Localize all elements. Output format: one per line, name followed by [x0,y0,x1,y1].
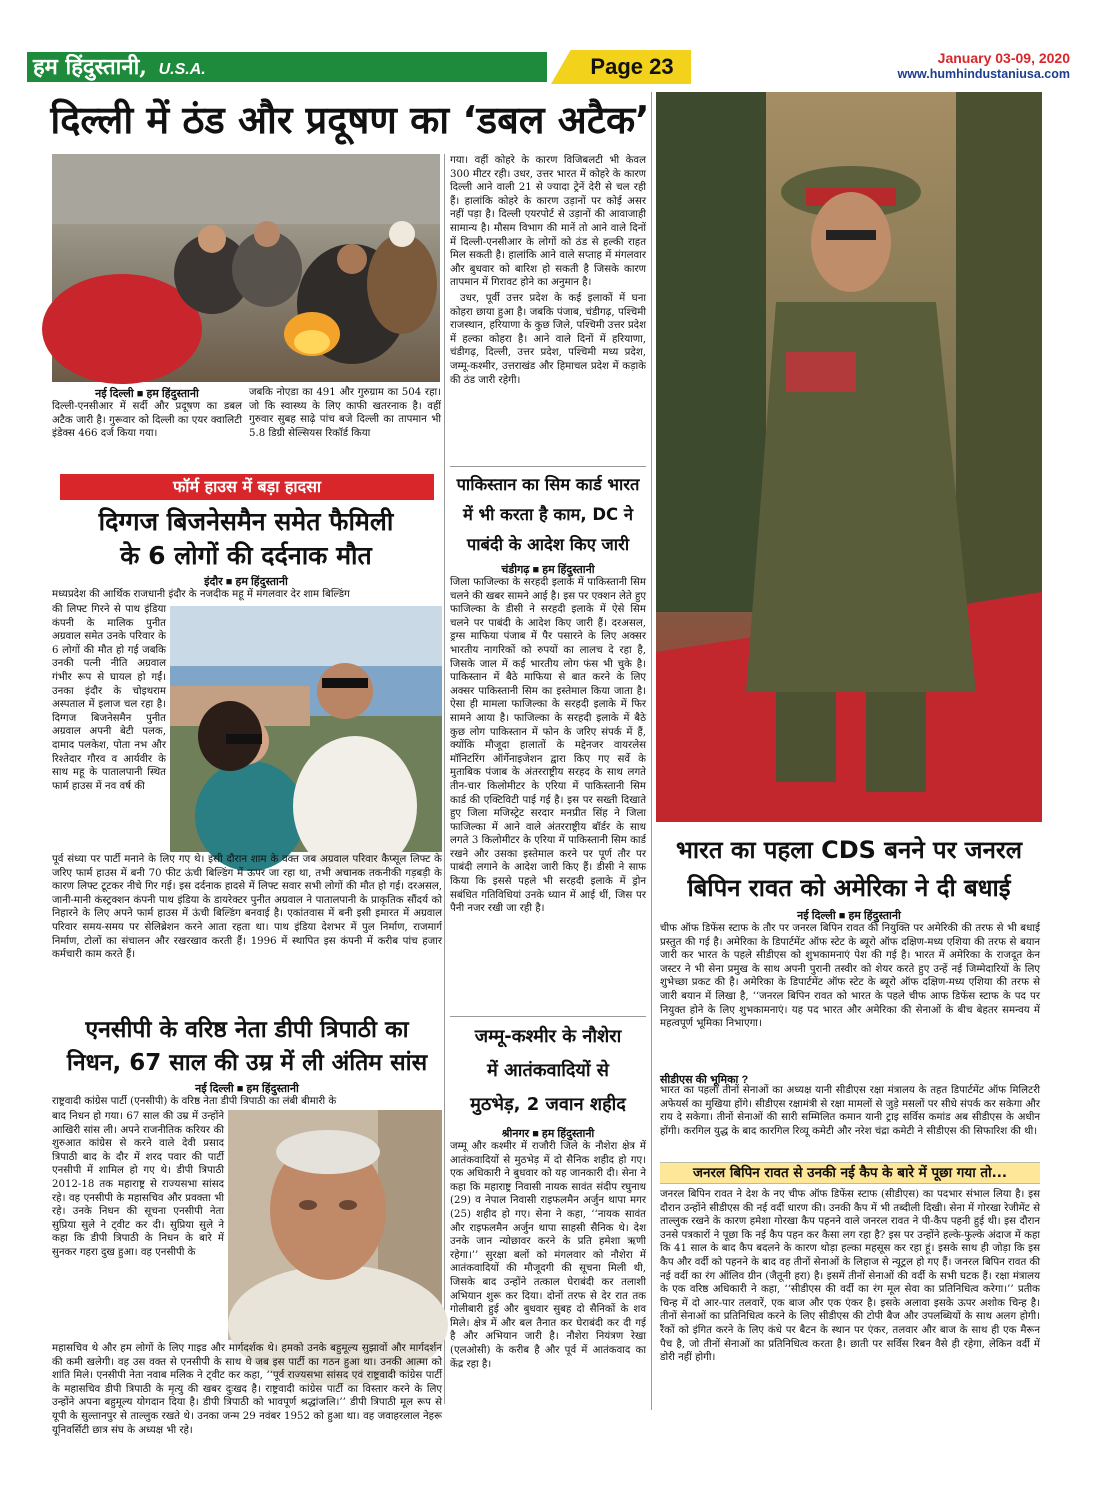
story3-side-text: बाद निधन हो गया। 67 साल की उम्र में उन्होंने आखिरी सांस ली। अपने राजनीतिक करियर की शुरुआत कांग्रेस से करने वाले देवी प्रसाद त्रिपाठी बाद के दौर में शरद पवार की पार्टी एनसीपी में शामिल हो गए थे। डीपी त्रिपाठी 2012-18 तक महाराष्ट्र से राज्यसभा सांसद रहे। वह एनसीपी के महासचिव और प्रवक्ता भी रहे। उनके निधन की सूचना एनसीपी नेता सुप्रिया सुले ने ट्वीट कर दी। सुप्रिया सुले ने कहा कि डीपी त्रिपाठी के निधन के बारे में सुनकर गहरा दुख हुआ। वह एनसीपी के [52,1111,224,1258]
dp-tripathi-portrait [228,1110,442,1340]
masthead [27,50,1072,86]
story1-column-2: जबकि नोएडा का 491 और गुरुग्राम का 504 रहा। जो कि स्वास्थ्य के लिए काफी खतरनाक है। वहीं गुरुवार सुबह साढ़े पांच बजे दिल्ली का तापमान भी 5.8 डिग्री सेल्सियस रिकॉर्ड किया [249,387,441,439]
story5-dateline: श्रीनगर ■ हम हिंदुस्तानी [501,1128,595,1140]
story4-headline-line2: में भी करता है काम, DC ने [462,505,634,524]
story6-body-1: चीफ ऑफ डिफेंस स्टाफ के तौर पर जनरल बिपिन रावत की नियुक्ति पर अमेरिकी की तरफ से भी बधाई प्रस्तुत की गई है। अमेरिका के डिपार्टमेंट ऑफ स्टेट के ब्यूरो ऑफ दक्षिण-मध्य एशिया की तरफ से बयान जारी कर भारत के पहले सीडीएस को शुभकामनाएं पेश की गई है। भारत में अमेरिका के राजदूत केन जस्टर ने भी सेना प्रमुख के साथ अपनी पुरानी तस्वीर को शेयर करते हुए उन्हें नई जिम्मेदारियों के लिए शुभेच्छा प्रकट की है। अमेरिका के डिपार्टमेंट ऑफ स्टेट के ब्यूरो ऑफ दक्षिण-मध्य एशिया की तरफ से जारी बयान में लिखा है, ‘‘जनरल बिपिन रावत को भारत के पहले चीफ आफ डिफेंस स्टाफ के पद पर नियुक्त होने के लिए शुभकामनाएं। यह पद भारत और अमेरिका की सेनाओं के बीच बेहतर समन्वय में महत्वपूर्ण भूमिका निभाएगा। [660,923,1040,1030]
story1-col3-para2: उधर, पूर्वी उत्तर प्रदेश के कई इलाकों में घना कोहरा छाया हुआ है। जबकि पंजाब, चंडीगढ़, पश्चिमी राजस्थान, हरियाणा के कुछ जिले, पश्चिमी उत्तर प्रदेश में हल्का कोहरा है। आने वाले दिनों में हरियाणा, चंडीगढ़, दिल्ली, उत्तर प्रदेश, पश्चिमी मध्य प्रदेश, जम्मू-कश्मीर, उत्तराखंड और हिमाचल प्रदेश में कड़ाके की ठंड जारी रहेगी। [450,292,646,386]
column-divider [444,154,445,1404]
story2-photo [170,606,442,852]
story1-photo [52,154,440,382]
story2-headline-line1: दिग्गज बिजनेसमैन समेत फैमिली [98,507,394,536]
story3-lead: राष्ट्रवादी कांग्रेस पार्टी (एनसीपी) के वरिष्ठ नेता डीपी त्रिपाठी का लंबी बीमारी के [52,1096,337,1107]
story1-column-1: दिल्ली-एनसीआर में सर्दी और प्रदूषण का डबल अटैक जारी है। गुरूवार को दिल्ली का एयर क्वालिटी इंडेक्स 466 दर्ज किया गया। [52,401,242,440]
masthead-title: हम हिंदुस्तानी, [33,54,147,80]
general-bipin-rawat-photo [656,92,1042,822]
story3-dateline: नई दिल्ली ■ हम हिंदुस्तानी [195,1083,299,1095]
story2-kicker: फॉर्म हाउस में बड़ा हादसा [172,477,322,496]
story6-dateline: नई दिल्ली ■ हम हिंदुस्तानी [797,910,901,922]
masthead-name [33,53,206,81]
story6-body-3: जनरल बिपिन रावत ने देश के नए चीफ ऑफ डिफेंस स्टाफ (सीडीएस) का पदभार संभाल लिया है। इस दौरान उन्होंने सीडीएस की नई वर्दी धारण की। उनकी कैप में भी तब्दीली दिखी। सेना में गोरखा रेजीमेंट से ताल्लुक रखने के कारण हमेशा गोरखा कैप पहनने वाले जनरल रावत ने पी-कैप पहनी हुई थी। इस दौरान उनसे पत्रकारों ने पूछा कि नई कैप पहन कर कैसा लग रहा है? इस पर उन्होंने हल्के-फुल्के अंदाज में कहा कि 41 साल के बाद कैप बदलने के कारण थोड़ा हल्का महसूस कर रहा हूं। इसके साथ ही जोड़ा कि इस कैप और वर्दी को पहनने के बाद वह तीनों सेनाओं के लिहाज से न्यूट्रल हो गए हैं। जनरल बिपिन रावत की नई वर्दी का रंग ऑलिव ग्रीन (जैतूनी हरा) है। इसमें तीनों सेनाओं की वर्दी के सभी घटक हैं। रक्षा मंत्रालय के एक वरिष्ठ अधिकारी ने कहा, ‘‘सीडीएस की वर्दी का रंग मूल सेवा का प्रतिनिधित्व करेगा।’’ प्रतीक चिन्ह में दो आर-पार तलवारें, एक बाज और एक एंकर है। इसके अलावा इसके ऊपर अशोक चिन्ह है। तीनों सेनाओं का प्रतिनिधित्व करने के लिए सीडीएस की टोपी बैज और उपलब्धियों के साथ अलग होगी। रैंकों को इंगित करने के लिए कंधे पर बैटन के स्थान पर एंकर, तलवार और बाज के साथ ही एक मैरून पैच है, जो तीनों सेनाओं का प्रतिनिधित्व करता है। छाती पर सर्विस रिबन वैसे ही रहेगा, लेकिन वर्दी में डोरी नहीं होगी। [660,1189,1040,1364]
story5-headline-line2: में आतंकवादियों से [487,1060,609,1081]
story4-headline-line3: पाबंदी के आदेश किए जारी [466,535,630,554]
story5-headline-line1: जम्मू-कश्मीर के नौशेरा [474,1026,622,1047]
story2-continued: पूर्व संध्या पर पार्टी मनाने के लिए गए थे। इसी दौरान शाम के वक्त जब अग्रवाल परिवार कैप्सूल लिफ्ट के जरिए फार्म हाउस में बनी 70 फीट ऊंची बिल्डिंग में ऊपर जा रहा था, तभी अचानक तकनीकी गड़बड़ी के कारण लिफ्ट टूटकर नीचे गिर गई। इस दर्दनाक हादसे में लिफ्ट सवार सभी लोगों की मौत हो गई। दरअसल, जानी-मानी कंस्ट्रक्शन कंपनी पाथ इंडिया के डायरेक्टर पुनीत अग्रवाल ने पातालपानी के प्राकृतिक सौंदर्य को निहारने के लिए अपने फार्म हाउस में ऊंची बिल्डिंग बनवाई है। एकांतवास में बनी इसी इमारत में अग्रवाल परिवार समय-समय पर सेलिब्रेशन करने आता रहता था। पाथ इंडिया देशभर में पुल निर्माण, राजमार्ग निर्माण, टोलों का संचालन और रखरखाव करती हैं। 1996 में स्थापित इस कंपनी में करीब पांच हजार कर्मचारी काम करते हैं। [52,854,442,961]
story3-continued: महासचिव थे और हम लोगों के लिए गाइड और मार्गदर्शक थे। हमको उनके बहुमूल्य सुझावों और मार्गदर्शन की कमी खलेगी। वह उस वक्त से एनसीपी के साथ थे जब इस पार्टी का गठन हुआ था। उनकी आत्मा को शांति मिले। एनसीपी नेता नवाब मलिक ने ट्वीट कर कहा, ‘‘पूर्व राज्यसभा सांसद एवं राष्ट्रवादी कांग्रेस पार्टी के महासचिव डीपी त्रिपाठी के मृत्यु की खबर दुःखद है। राष्ट्रवादी कांग्रेस पार्टी का विस्तार करने के लिए उन्होंने अपना बहुमूल्य योगदान दिया है। डीपी त्रिपाठी को भावपूर्ण श्रद्धांजलि।’’ डीपी त्रिपाठी मूल रूप से यूपी के सुल्तानपुर से ताल्लुक रखते थे। उनका जन्म 29 नवंबर 1952 को हुआ था। वह जवाहरलाल नेहरू यूनिवर्सिटी छात्र संघ के अध्यक्ष भी रहे। [52,1343,442,1436]
story1-headline: दिल्ली में ठंड और प्रदूषण का ‘डबल अटैक’ [50,98,650,142]
story1-col3-para1: गया। वहीं कोहरे के कारण विजिबलटी भी केवल 300 मीटर रही। उधर, उत्तर भारत में कोहरे के कारण दिल्ली आने वाली 21 से ज्यादा ट्रेनें देरी से चल रही हैं। हालांकि कोहरे के कारण उड़ानों पर कोई असर नहीं पड़ा है। दिल्ली एयरपोर्ट से उड़ानों की आवाजाही सामान्य है। मौसम विभाग की मानें तो आने वाले दिनों में दिल्ली-एनसीआर के लोगों को ठंड से हल्की राहत मिल सकती है। हालांकि आने वाले सप्ताह में मंगलवार और बुधवार को बारिश हो सकती है जिसके कारण तापमान में गिरावट होने का अनुमान है। [450,155,646,289]
story3-photo [228,1110,442,1340]
story4-top-rule [450,466,646,467]
story1-column-3 [450,154,646,464]
issue-date: January 03-09, 2020 [937,50,1070,66]
couple-photo [170,606,442,852]
story2-side-text: की लिफ्ट गिरने से पाथ इंडिया कंपनी के मालिक पुनीत अग्रवाल समेत उनके परिवार के 6 लोगों की मौत हो गई जबकि उनकी पत्नी नीति अग्रवाल गंभीर रूप से घायल हो गईं। उनका इंदौर के चोइथराम अस्पताल में इलाज चल रहा है। दिग्गज बिजनेसमैन पुनीत अग्रवाल अपनी बेटी पलक, दामाद पलकेश, पोता नभ और रिश्तेदार गौरव व आर्यवीर के साथ महू के पातालपानी स्थित फार्म हाउस में नव वर्ष की [52,604,166,792]
people-warming-fire-photo [52,154,440,382]
story2-lead: मध्यप्रदेश की आर्थिक राजधानी इंदौर के नजदीक महू में मंगलवार देर शाम बिल्डिंग [52,589,350,600]
page-number: Page 23 [590,54,674,79]
story4-body: जिला फाजिल्का के सरहदी इलाके में पाकिस्तानी सिम चलने की खबर सामने आई है। इस पर एक्शन लेते हुए फाजिल्का के डीसी ने सरहदी इलाके में ऐसे सिम चलने पर पाबंदी के आदेश किए जारी हैं। दरअसल, ड्रग्स माफिया पंजाब में पैर पसारने के लिए अक्सर भारतीय नागरिकों को रुपयों का लालच दे रहा है, जिसके जाल में कई भारतीय लोग फंस भी चुके है। पाकिस्तान में बैठे माफिया से बात करने के लिए अक्सर पाकिस्तानी सिम का इस्तेमाल किया जाता है। ऐसा ही मामला फाजिल्का के सरहदी इलाके में फिर सामने आया है। फाजिल्का के सरहदी इलाके में बैठे कुछ लोग पाकिस्तान में फोन के जरिए संपर्क में हैं, क्योंकि मौजूदा हालातों के मद्देनजर वायरलेस मॉनिटरिंग ऑर्गेनाइजेशन द्वारा किए गए सर्वे के मुताबिक पंजाब के अंतरराष्ट्रीय सरहद के साथ लगते तीन-चार किलोमीटर के एरिया में पाकिस्तानी सिम कार्ड की एक्टिविटी पाई गई है। इस पर सख्ती दिखाते हुए जिला मजिस्ट्रेट सरदार मनप्रीत सिंह ने जिला फाजिल्का में आने वाले अंतरराष्ट्रीय बॉर्डर के साथ लगते 3 किलोमीटर के एरिया में पाकिस्तानी सिम कार्ड रखने और उसका इस्तेमाल करने पर पूर्ण तौर पर पाबंदी लगाने के आदेश जारी किए हैं। डीसी ने साफ किया कि इससे पहले भी सरहदी इलाके में ड्रोन सबंधित गतिविधियां उनके ध्यान में आई थीं, जिस पर पैनी नजर रखी जा रही है। [450,577,646,915]
story5-headline-line3: मुठभेड़, 2 जवान शहीद [470,1094,626,1115]
story4-dateline: चंडीगढ़ ■ हम हिंदुस्तानी [501,564,595,576]
story5-top-rule [450,1016,646,1017]
story5-body: जम्मू और कश्मीर में राजौरी जिले के नौशेरा क्षेत्र में आतंकवादियों से मुठभेड़ में दो सैनिक शहीद हो गए। एक अधिकारी ने बुधवार को यह जानकारी दी। सेना ने कहा कि महाराष्ट्र निवासी नायक सावंत संदीप रघुनाथ (29) व नेपाल निवासी राइफलमैन अर्जुन थापा मगर (25) शहीद हो गए। सेना ने कहा, ‘‘नायक सावंत और राइफलमैन अर्जुन थापा साहसी सैनिक थे। देश उनके जान न्योछावर करने के प्रति हमेशा ऋणी रहेगा।’’ सुरक्षा बलों को मंगलवार को नौशेरा में आतंकवादियों की मौजूदगी की सूचना मिली थी, जिसके बाद उन्होंने तत्काल घेराबंदी कर तलाशी अभियान शुरू कर दिया। दोनों तरफ से देर रात तक गोलीबारी हुई और बुधवार सुबह दो सैनिकों के शव मिले। क्षेत्र में और बल तैनात कर घेराबंदी कर दी गई है और अभियान जारी है। नौशेरा नियंत्रण रेखा (एलओसी) के करीब है और पूर्व में आतंकवाद का केंद्र रहा है। [450,1141,646,1370]
masthead-country: U.S.A. [158,61,206,78]
story6-headline-line1: भारत का पहला CDS बनने पर जनरल [675,836,1023,864]
story3-headline-line2: निधन, 67 साल की उम्र में ली अंतिम सांस [66,1050,428,1076]
story2-headline-line2: के 6 लोगों की दर्दनाक मौत [120,541,372,570]
story3-headline-line1: एनसीपी के वरिष्ठ नेता डीपी त्रिपाठी का [85,1017,409,1043]
story1-dateline: नई दिल्ली ■ हम हिंदुस्तानी [95,388,199,400]
story6-headline-line2: बिपिन रावत को अमेरिका ने दी बधाई [687,874,1011,902]
story6-subhead: सीडीएस की भूमिका ? [660,1074,749,1086]
story6-body-2: भारत का पहला तीनों सेनाओं का अध्यक्ष यानी सीडीएस रक्षा मंत्रालय के तहत डिपार्टमेंट ऑफ मिलिटरी अफेयर्स का मुखिया होंगे। सीडीएस रक्षामंत्री से रक्षा मामलों से जुड़े मसलों पर सीधे संपर्क कर सकेगा और राय दे सकेगा। तीनों सेनाओं की सारी सम्मिलित कमान यानी ट्राइ सर्विस कमांड अब सीडीएस के अधीन होंगी। करगिल युद्ध के बाद कारगिल रिव्यू कमेटी और नरेश चंद्रा कमेटी ने सीडीएस की सिफारिश की थी। [660,1085,1040,1137]
story4-headline-line1: पाकिस्तान का सिम कार्ड भारत [456,475,640,494]
story6-band-text: जनरल बिपिन रावत से उनकी नई कैप के बारे में पूछा गया तो... [692,1165,1007,1181]
story6-photo [656,92,1042,822]
website[interactable]: www.humhindustaniusa.com [897,67,1070,81]
story2-dateline: इंदौर ■ हम हिंदुस्तानी [204,576,288,588]
column-divider-right [651,92,652,1410]
